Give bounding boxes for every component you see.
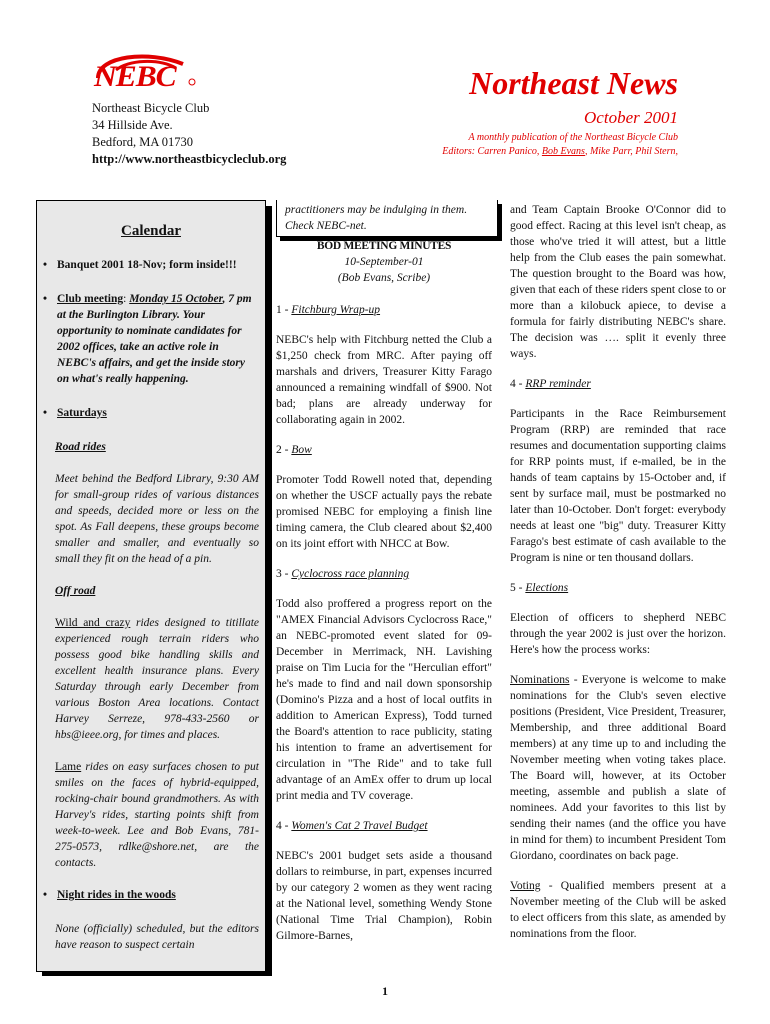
calendar-item-night-rides: • Night rides in the woods	[43, 887, 259, 903]
logo-text: NEBC	[94, 60, 176, 93]
night-rides-text: None (officially) scheduled, but the editors have reason to suspect certain	[55, 923, 259, 951]
section-text-cyclocross: Todd also proffered a progress report on the "AMEX Financial Advisors Cyclocross Race," an NEBC-promoted event slated for 09-December in Merrimack, NH. Lavishing praise on Tim Lucia for the "Herculian effort" he's made to find and nail down sponsorship (Domino's Pizza and a host of local outfits in addition to American Express), Todd turned the Board's attention to race publicity, stating his intention to frame an advertisement for circulation in "The Ride" and to take full advantage of an AmEx offer to drum up local print media and TV coverage.	[276, 598, 492, 802]
section-text-fitchburg: NEBC's help with Fitchburg netted the Club a $1,250 check from MRC. After paying off marshals and drivers, Treasurer Kitty Farago announced a remaining windfall of $900. Not bad; plans are already underway for collaborating again in 2002.	[276, 334, 492, 426]
newsletter-subtitle: A monthly publication of the Northeast Bicycle Club	[468, 132, 678, 143]
section-heading-cyclocross: 3 - Cyclocross race planning	[276, 568, 410, 580]
column-2	[276, 238, 492, 958]
page-number: 1	[382, 984, 388, 998]
calendar-item-banquet: • Banquet 2001 18-Nov; form inside!!!	[43, 257, 259, 273]
off-road-heading: Off road	[55, 585, 96, 597]
section-heading-rrp: 4 - RRP reminder	[510, 378, 591, 390]
section-text-bow: Promoter Todd Rowell noted that, depending on whether the USCF actually pays the rebate promised NEBC for employing a finish line timing camera, the Club cleared about $2,400 on its joint effort with NHCC at Bow.	[276, 474, 492, 550]
section-heading-womens-budget: 4 - Women's Cat 2 Travel Budget	[276, 820, 428, 832]
minutes-date: 10-September-01	[344, 256, 424, 268]
voting-text: Voting - Qualified members present at a November meeting of the Club will be asked to elect officers from this slate, as amended by nominations from the floor.	[510, 880, 726, 940]
minutes-title: BOD MEETING MINUTES	[316, 240, 452, 252]
calendar-title: Calendar	[121, 223, 181, 239]
calendar-item-club-meeting: • Club meeting: Monday 15 October, 7 pm at the Burlington Library. Your opportunity to nominate candidates for 2002 offices, take an active role in NEBC's affairs, and get the inside story on what's really happening.	[43, 291, 259, 387]
newsletter-title: Northeast News	[469, 65, 678, 101]
minutes-scribe: (Bob Evans, Scribe)	[337, 272, 431, 284]
section-text-womens-budget: NEBC's 2001 budget sets aside a thousand dollars to reimburse, in part, expenses incurred by our category 2 women as they went racing at the National level, something Wendy Stone (National Time Trial Champion), Robin Gilmore-Barnes,	[276, 850, 492, 942]
section-heading-elections: 5 - Elections	[510, 582, 569, 594]
editors-line: Editors: Carren Panico, Bob Evans, Mike Parr, Phil Stern,	[442, 146, 678, 157]
section-heading-fitchburg: 1 - Fitchburg Wrap-up	[276, 304, 381, 316]
section-text-rrp: Participants in the Race Reimbursement Program (RRP) are reminded that race resumes and documentation supporting claims for RRP points must, if e-mailed, be in the hands of team captains by 15-October and, if sent by surface mail, must be postmarked no later than 10-October. Don't forget: everybody needs at least one "big" duty. Treasurer Kitty Farago's best estimate of cash available to the Program is nine or ten thousand dollars.	[510, 408, 726, 564]
wild-crazy-text: Wild and crazy rides designed to titillate experienced rough terrain riders who possess good bike handling skills and excellent health insurance plans. Every Saturday through early December from various Boston Area locations. Contact Harvey Serreze, 978-433-2560 or hbs@ieee.org, for times and places.	[55, 617, 260, 741]
womens-budget-continued: and Team Captain Brooke O'Connor did to good effect. Racing at this level isn't cheap, as those who've tried it will attest, but a little help from the Club eases the pain somewhat. The question brought to the Board was how, given that each of these riders spent close to or more than a kilobuck apiece, to devise a formula for fairly distributing NEBC's share. The decision was …. split it evenly three ways.	[510, 204, 726, 360]
calendar-continued-text: practitioners may be indulging in them. Check NEBC-net.	[285, 204, 468, 232]
road-rides-heading: Road rides	[55, 441, 106, 453]
section-heading-bow: 2 - Bow	[276, 444, 312, 456]
calendar-continued-box	[276, 200, 498, 237]
editor-link[interactable]: Bob Evans	[541, 146, 585, 157]
masthead	[442, 64, 678, 157]
nebc-logo	[88, 48, 208, 100]
address-line-2: Bedford, MA 01730	[92, 135, 194, 149]
club-url[interactable]: http://www.northeastbicycleclub.org	[92, 152, 287, 166]
calendar-box	[36, 200, 266, 972]
road-rides-text: Meet behind the Bedford Library, 9:30 AM for small-group rides of various distances and speeds, decided more or less on the spot. As Fall deepens, these groups become smaller and smaller, and eventually so small they fit on the head of a pin.	[55, 473, 259, 565]
club-address-block	[92, 100, 286, 168]
lame-rides-text: Lame rides on easy surfaces chosen to put smiles on the faces of hybrid-equipped, rocking-chair bound grandmothers. As with Harvey's rides, starting points shift from week-to-week. Lee and Bob Evans, 781-275-0573, rdlke@shore.net, are the contacts.	[55, 761, 259, 869]
nominations-text: Nominations - Everyone is welcome to make nominations for the Club's seven elective positions (President, Vice President, Treasurer, Membership, and three additional Board members) at any time up to and including the November meeting when voting takes place. The Board will, however, at its October meeting, assemble and publish a slate of nominees. Add your favorites to this list by sending their names (and the office you have in mind for them) to incumbent President Tom Giordano, coordinates on back page.	[510, 674, 726, 862]
club-name: Northeast Bicycle Club	[92, 101, 210, 115]
issue-date: October 2001	[584, 108, 678, 127]
column-3	[510, 202, 726, 956]
section-text-elections: Election of officers to shepherd NEBC through the year 2002 is just over the horizon. Here's how the process works:	[510, 612, 726, 656]
calendar-item-saturdays: • Saturdays	[43, 405, 259, 421]
address-line-1: 34 Hillside Ave.	[92, 118, 173, 132]
